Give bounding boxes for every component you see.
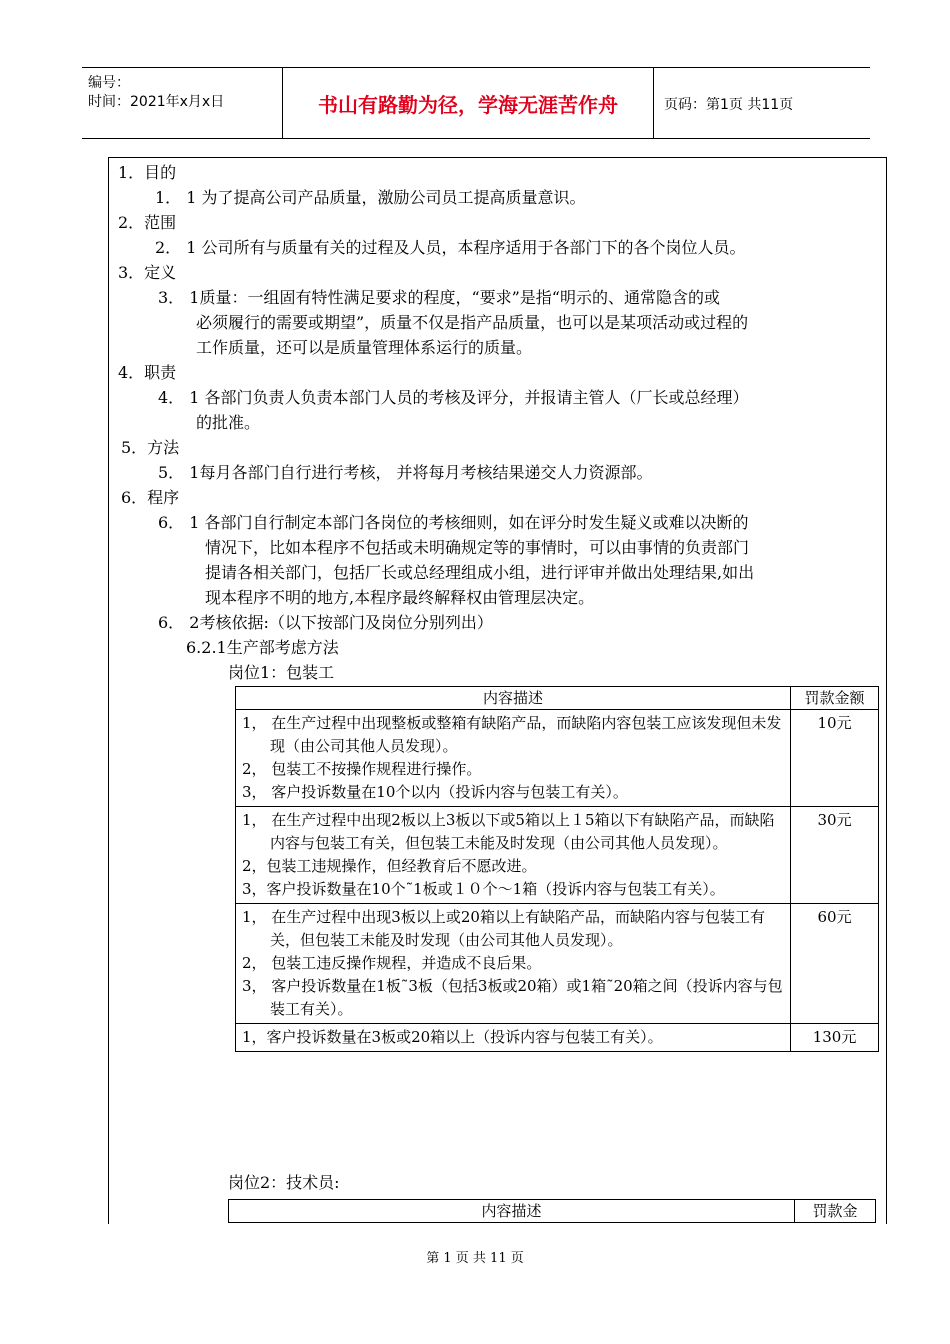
table-row <box>236 1024 879 1052</box>
header-meta-cell <box>82 68 283 138</box>
row-amount: 30元 <box>791 807 879 904</box>
row-amount: 60元 <box>791 904 879 1024</box>
section-title: 4．职责 <box>118 363 177 382</box>
document-header <box>82 67 870 139</box>
header-description: 内容描述 <box>229 1200 795 1223</box>
section-title: 5．方法 <box>121 438 180 457</box>
header-description: 内容描述 <box>236 687 791 710</box>
body-line: 6． 2考核依据:（以下按部门及岗位分别列出） <box>158 613 493 632</box>
row-item: 1， 在生产过程中出现3板以上或20箱以上有缺陷产品，而缺陷内容与包装工有关，但包装工未能及时发现（由公司其他人员发现）。 <box>242 908 765 949</box>
body-line: 工作质量，还可以是质量管理体系运行的质量。 <box>196 338 533 357</box>
body-line: 6． 1 各部门自行制定本部门各岗位的考核细则，如在评分时发生疑义或难以决断的 <box>158 513 749 532</box>
body-line: 的批准。 <box>196 413 261 432</box>
row-description <box>236 807 791 904</box>
row-item: 1， 在生产过程中出现2板以上3板以下或5箱以上１5箱以下有缺陷产品，而缺陷内容与包装工有关，但包装工未能及时发现（由公司其他人员发现）。 <box>242 811 775 852</box>
table-row <box>236 710 879 807</box>
number-label: 编号： <box>88 75 130 91</box>
row-item: 2， 包装工违反操作规程，并造成不良后果。 <box>242 954 542 972</box>
section-title: 3．定义 <box>118 263 177 282</box>
body-line: 4． 1 各部门负责人负责本部门人员的考核及评分，并报请主管人（厂长或总经理） <box>158 388 749 407</box>
row-item: 2，包装工违规操作，但经教育后不愿改进。 <box>242 857 537 875</box>
row-item: 1，客户投诉数量在3板或20箱以上（投诉内容与包装工有关）。 <box>242 1028 663 1046</box>
section-title: 2．范围 <box>118 213 177 232</box>
body-line: 2． 1 公司所有与质量有关的过程及人员，本程序适用于各部门下的各个岗位人员。 <box>155 238 746 257</box>
row-item: 1， 在生产过程中出现整板或整箱有缺陷产品，而缺陷内容包装工应该发现但未发现（由公司其他人员发现）。 <box>242 714 782 755</box>
post-title: 岗位1：包装工 <box>228 663 335 682</box>
row-amount: 10元 <box>791 710 879 807</box>
header-amount: 罚款金额 <box>791 687 879 710</box>
row-description <box>236 710 791 807</box>
row-amount: 130元 <box>791 1024 879 1052</box>
row-item: 3， 客户投诉数量在1板˜3板（包括3板或20箱）或1箱˜20箱之间（投诉内容与包装工有关）。 <box>242 977 783 1018</box>
body-line: 3． 1质量：一组固有特性满足要求的程度，“要求”是指“明示的、通常隐含的或 <box>158 288 720 307</box>
table-header-row <box>236 687 879 710</box>
row-description <box>236 1024 791 1052</box>
row-item: 2， 包装工不按操作规程进行操作。 <box>242 760 482 778</box>
time-label: 时间：2021年x月x日 <box>88 94 225 110</box>
body-line: 必须履行的需要或期望”，质量不仅是指产品质量，也可以是某项活动或过程的 <box>196 313 749 332</box>
section-title: 1．目的 <box>118 163 177 182</box>
body-line: 现本程序不明的地方,本程序最终解释权由管理层决定。 <box>205 588 595 607</box>
page-footer: 第 1 页 共 11 页 <box>426 1251 524 1266</box>
penalty-table-technician <box>228 1199 876 1223</box>
penalty-table-packer <box>235 686 879 1052</box>
motto: 书山有路勤为径，学海无涯苦作舟 <box>283 68 654 138</box>
header-amount: 罚款金 <box>795 1200 876 1223</box>
post-title: 岗位2：技术员: <box>228 1173 340 1192</box>
body-line: 情况下，比如本程序不包括或未明确规定等的事情时，可以由事情的负责部门 <box>205 538 750 557</box>
page-info: 页码：第1页 共11页 <box>664 97 794 113</box>
row-item: 3，客户投诉数量在10个˜1板或１０个～1箱（投诉内容与包装工有关）。 <box>242 880 725 898</box>
row-item: 3， 客户投诉数量在10个以内（投诉内容与包装工有关）。 <box>242 783 628 801</box>
table-row <box>236 904 879 1024</box>
row-description <box>236 904 791 1024</box>
section-title: 6．程序 <box>121 488 180 507</box>
table-row <box>236 807 879 904</box>
body-line: 1． 1 为了提高公司产品质量，激励公司员工提高质量意识。 <box>155 188 586 207</box>
table-header-row <box>229 1200 876 1223</box>
body-line: 5． 1每月各部门自行进行考核， 并将每月考核结果递交人力资源部。 <box>158 463 653 482</box>
subsection-title: 6.2.1生产部考虑方法 <box>186 638 339 657</box>
body-line: 提请各相关部门，包括厂长或总经理组成小组，进行评审并做出处理结果,如出 <box>205 563 755 582</box>
